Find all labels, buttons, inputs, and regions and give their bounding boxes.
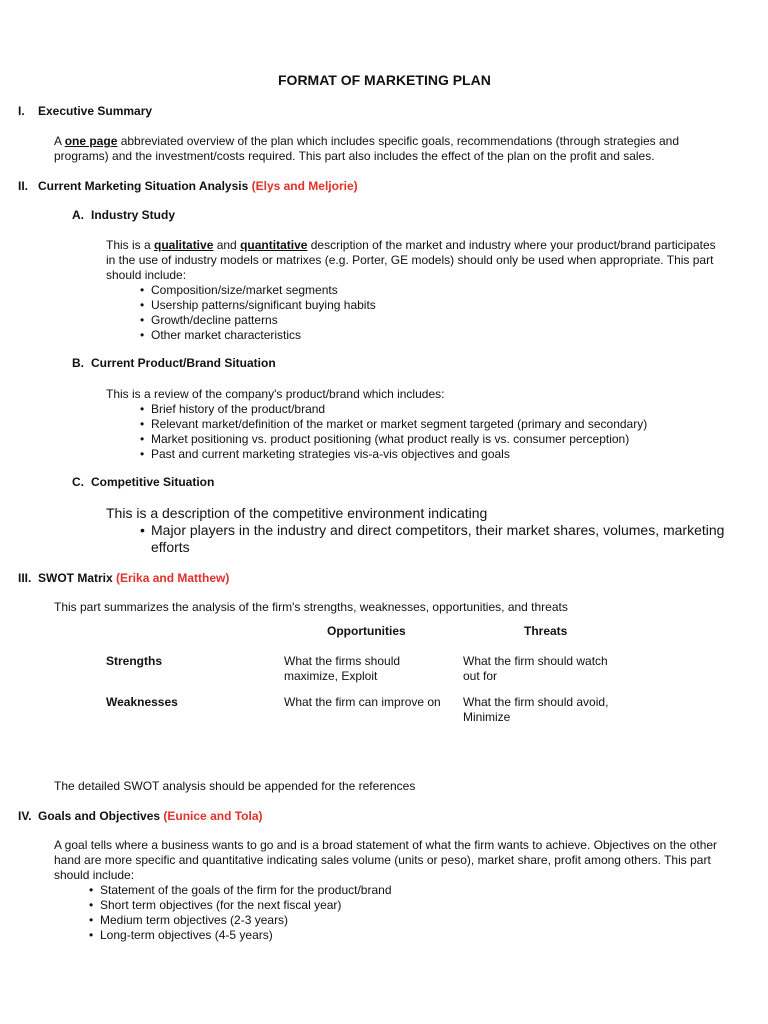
bullet-icon: • — [89, 898, 94, 912]
bullet-icon: • — [140, 298, 145, 312]
bullet-icon: • — [140, 447, 145, 461]
emphasis-qualitative: qualitative — [154, 238, 214, 252]
assignees: (Eunice and Tola) — [163, 809, 263, 823]
list-item — [140, 402, 647, 417]
competitive-bullet-line-1: Major players in the industry and direct competitors, their market shares, volumes, marketing — [151, 522, 725, 538]
list-item-text: Long-term objectives (4-5 years) — [100, 928, 273, 942]
bullet-icon: • — [140, 522, 145, 538]
list-item — [140, 283, 376, 298]
list-item-text: Usership patterns/significant buying habits — [151, 298, 376, 312]
subsection-b-heading: Current Product/Brand Situation — [91, 356, 276, 370]
section-2-number: II. — [18, 179, 29, 193]
text: and — [213, 238, 241, 252]
list-item-text: Growth/decline patterns — [151, 313, 278, 327]
swot-cell-strengths-threats-line-2: out for — [463, 669, 498, 683]
swot-column-threats: Threats — [524, 624, 568, 638]
assignees: (Erika and Matthew) — [116, 571, 230, 585]
assignees: (Elys and Meljorie) — [251, 179, 358, 193]
list-item-text: Brief history of the product/brand — [151, 402, 326, 416]
swot-cell-strengths-opportunities-line-2: maximize, Exploit — [284, 669, 378, 683]
swot-cell-weaknesses-opportunities: What the firm can improve on — [284, 695, 441, 709]
goals-paragraph-line-3: should include: — [54, 868, 135, 882]
swot-cell-strengths-opportunities-line-1: What the firms should — [284, 654, 401, 668]
list-item — [89, 883, 392, 898]
bullet-icon: • — [89, 928, 94, 942]
swot-cell-weaknesses-threats-line-1: What the firm should avoid, — [463, 695, 609, 709]
list-item-text: Short term objectives (for the next fiscal year) — [100, 898, 342, 912]
goals-paragraph-line-2: hand are more specific and quantitative indicating sales volume (units or peso), market share, profit among others. This part — [54, 853, 711, 867]
list-item — [89, 898, 392, 913]
subsection-c-letter: C. — [72, 475, 84, 489]
section-1-paragraph-line-2: programs) and the investment/costs required. This part also includes the effect of the plan on the profit and sales. — [54, 149, 655, 163]
subsection-c-heading: Competitive Situation — [91, 475, 215, 489]
text: description of the market and industry where your product/brand participates — [307, 238, 716, 252]
bullet-icon: • — [140, 432, 145, 446]
swot-column-opportunities: Opportunities — [327, 624, 406, 638]
industry-study-line-2: in the use of industry models or matrixes (e.g. Porter, GE models) should only be used when appropriate. This part — [106, 253, 714, 267]
competitive-intro: This is a description of the competitive environment indicating — [106, 505, 488, 521]
section-4-heading — [38, 809, 263, 824]
competitive-bullet-line-2: efforts — [151, 539, 190, 555]
heading-text: Current Marketing Situation Analysis — [38, 179, 249, 193]
list-item-text: Market positioning vs. product positioning (what product really is vs. consumer perception) — [151, 432, 630, 446]
list-item — [140, 447, 647, 462]
industry-study-line-3: should include: — [106, 268, 187, 282]
swot-intro: This part summarizes the analysis of the firm's strengths, weaknesses, opportunities, and threats — [54, 600, 568, 614]
subsection-b-letter: B. — [72, 356, 84, 370]
swot-note: The detailed SWOT analysis should be appended for the references — [54, 779, 416, 793]
bullet-icon: • — [89, 913, 94, 927]
list-item-text: Statement of the goals of the firm for the product/brand — [100, 883, 392, 897]
bullet-icon: • — [140, 283, 145, 297]
list-item — [140, 298, 376, 313]
swot-cell-strengths-threats-line-1: What the firm should watch — [463, 654, 608, 668]
list-item — [89, 928, 392, 943]
section-2-heading — [38, 179, 358, 194]
text: A — [54, 134, 65, 148]
section-1-heading: Executive Summary — [38, 104, 153, 118]
heading-text: Goals and Objectives — [38, 809, 161, 823]
list-item — [140, 432, 647, 447]
subsection-a-letter: A. — [72, 208, 84, 222]
list-item — [140, 313, 376, 328]
goals-paragraph-line-1: A goal tells where a business wants to go and is a broad statement of what the firm wants to achieve. Objectives on the other — [54, 838, 718, 852]
list-item — [140, 417, 647, 432]
industry-study-bullet-list — [140, 283, 376, 343]
list-item-text: Relevant market/definition of the market or market segment targeted (primary and secondary) — [151, 417, 648, 431]
list-item-text: Medium term objectives (2-3 years) — [100, 913, 289, 927]
section-1-number: I. — [18, 104, 25, 118]
swot-row-strengths: Strengths — [106, 654, 163, 668]
bullet-icon: • — [140, 313, 145, 327]
list-item-text: Composition/size/market segments — [151, 283, 338, 297]
bullet-icon: • — [140, 328, 145, 342]
bullet-icon: • — [89, 883, 94, 897]
text: abbreviated overview of the plan which includes specific goals, recommendations (through strategies and — [117, 134, 680, 148]
text: This is a — [106, 238, 155, 252]
swot-row-weaknesses: Weaknesses — [106, 695, 178, 709]
list-item — [89, 913, 392, 928]
section-1-paragraph-line-1 — [54, 134, 679, 149]
industry-study-line-1 — [106, 238, 716, 253]
bullet-icon: • — [140, 417, 145, 431]
section-4-number: IV. — [18, 809, 32, 823]
page-title: FORMAT OF MARKETING PLAN — [278, 72, 491, 88]
product-brand-bullet-list — [140, 402, 647, 462]
section-3-number: III. — [18, 571, 32, 585]
section-3-heading — [38, 571, 229, 586]
product-brand-intro: This is a review of the company's product/brand which includes: — [106, 387, 445, 401]
emphasis-one-page: one page — [64, 134, 118, 148]
swot-cell-weaknesses-threats-line-2: Minimize — [463, 710, 511, 724]
bullet-icon: • — [140, 402, 145, 416]
emphasis-quantitative: quantitative — [240, 238, 308, 252]
heading-text: SWOT Matrix — [38, 571, 113, 585]
subsection-a-heading: Industry Study — [91, 208, 176, 222]
list-item-text: Other market characteristics — [151, 328, 302, 342]
list-item-text: Past and current marketing strategies vis-a-vis objectives and goals — [151, 447, 510, 461]
list-item — [140, 328, 376, 343]
goals-bullet-list — [89, 883, 392, 943]
